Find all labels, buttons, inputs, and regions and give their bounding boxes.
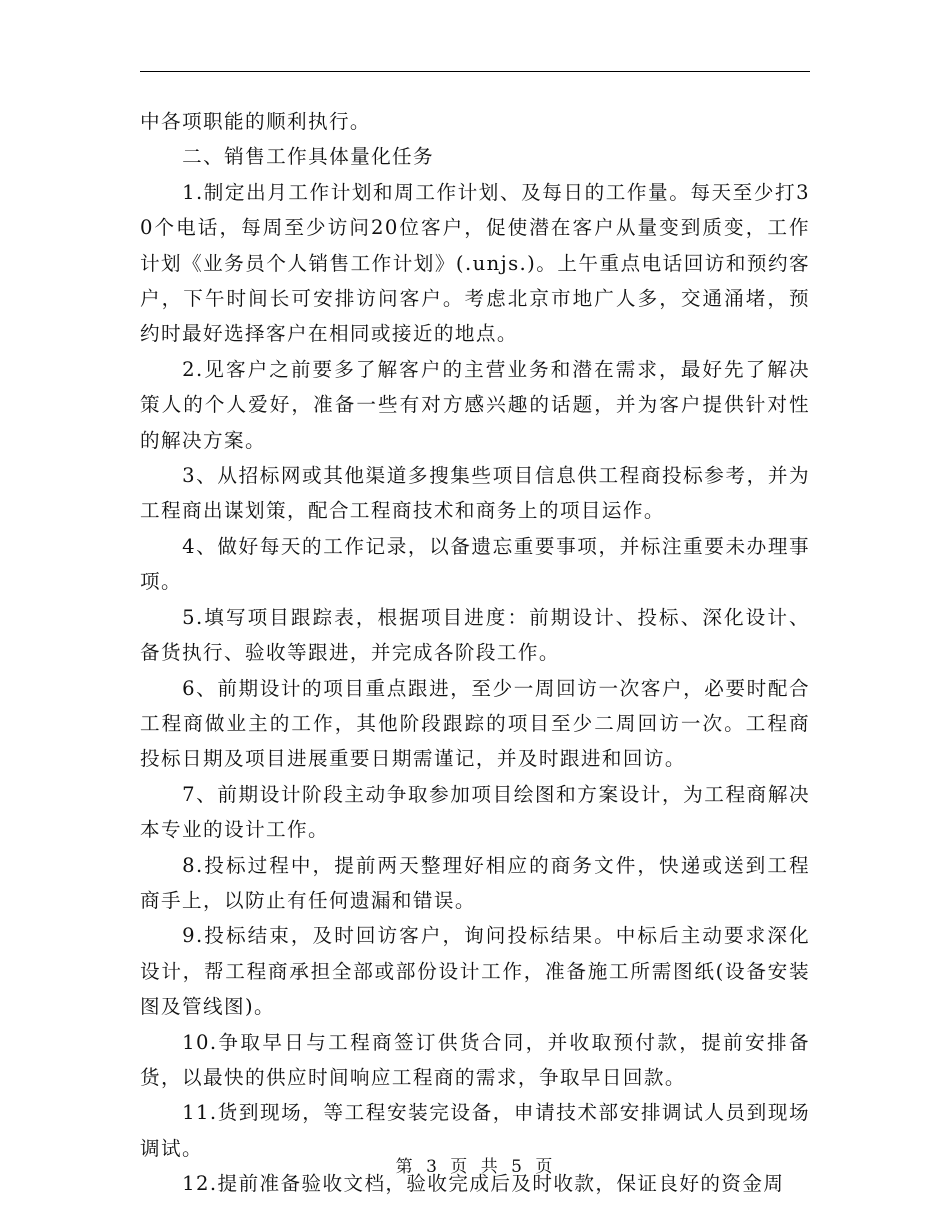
paragraph-continuation: 中各项职能的顺利执行。 — [140, 110, 371, 133]
task-item-7: 7、前期设计阶段主动争取参加项目绘图和方案设计，为工程商解决本专业的设计工作。 — [140, 782, 810, 842]
task-item-11: 11.货到现场，等工程安装完设备，申请技术部安排调试人员到现场调试。 — [140, 1101, 810, 1160]
task-item-3: 3、从招标网或其他渠道多搜集些项目信息供工程商投标参考，并为工程商出谋划策，配合工程商技术和商务上的项目运作。 — [140, 464, 810, 523]
section-heading: 二、销售工作具体量化任务 — [182, 145, 435, 169]
page-number-footer: 第 3 页 共 5 页 — [395, 1157, 555, 1177]
task-item-2: 2.见客户之前要多了解客户的主营业务和潜在需求，最好先了解决策人的个人爱好，准备一些有对方感兴趣的话题，并为客户提供针对性的解决方案。 — [140, 357, 810, 452]
task-item-9: 9.投标结束，及时回访客户，询问投标结果。中标后主动要求深化设计，帮工程商承担全部或部份设计工作，准备施工所需图纸(设备安装图及管线图)。 — [140, 924, 810, 1019]
task-item-10: 10.争取早日与工程商签订供货合同，并收取预付款，提前安排备货，以最快的供应时间响应工程商的需求，争取早日回款。 — [140, 1030, 810, 1089]
task-item-5: 5.填写项目跟踪表，根据项目进度：前期设计、投标、深化设计、备货执行、验收等跟进，并完成各阶段工作。 — [140, 605, 810, 665]
task-item-12: 12.提前准备验收文档，验收完成后及时收款，保证良好的资金周 — [182, 1172, 785, 1196]
task-item-8: 8.投标过程中，提前两天整理好相应的商务文件，快递或送到工程商手上，以防止有任何遗漏和错误。 — [140, 853, 810, 912]
header-rule — [140, 71, 810, 72]
task-item-6: 6、前期设计的项目重点跟进，至少一周回访一次客户，必要时配合工程商做业主的工作，其他阶段跟踪的项目至少二周回访一次。工程商投标日期及项目进展重要日期需谨记，并及时跟进和回访。 — [140, 676, 810, 771]
task-item-4: 4、做好每天的工作记录，以备遗忘重要事项，并标注重要未办理事项。 — [140, 534, 810, 594]
document-body — [140, 104, 810, 1202]
task-item-1: 1.制定出月工作计划和周工作计划、及每日的工作量。每天至少打30个电话，每周至少访问20位客户，促使潜在客户从量变到质变，工作计划《业务员个人销售工作计划》(.unjs.)。上午重点电话回访和预约客户，下午时间长可安排访问客户。考虑北京市地广人多，交通涌堵，预约时最好选择客户在相同或接近的地点。 — [140, 180, 810, 346]
